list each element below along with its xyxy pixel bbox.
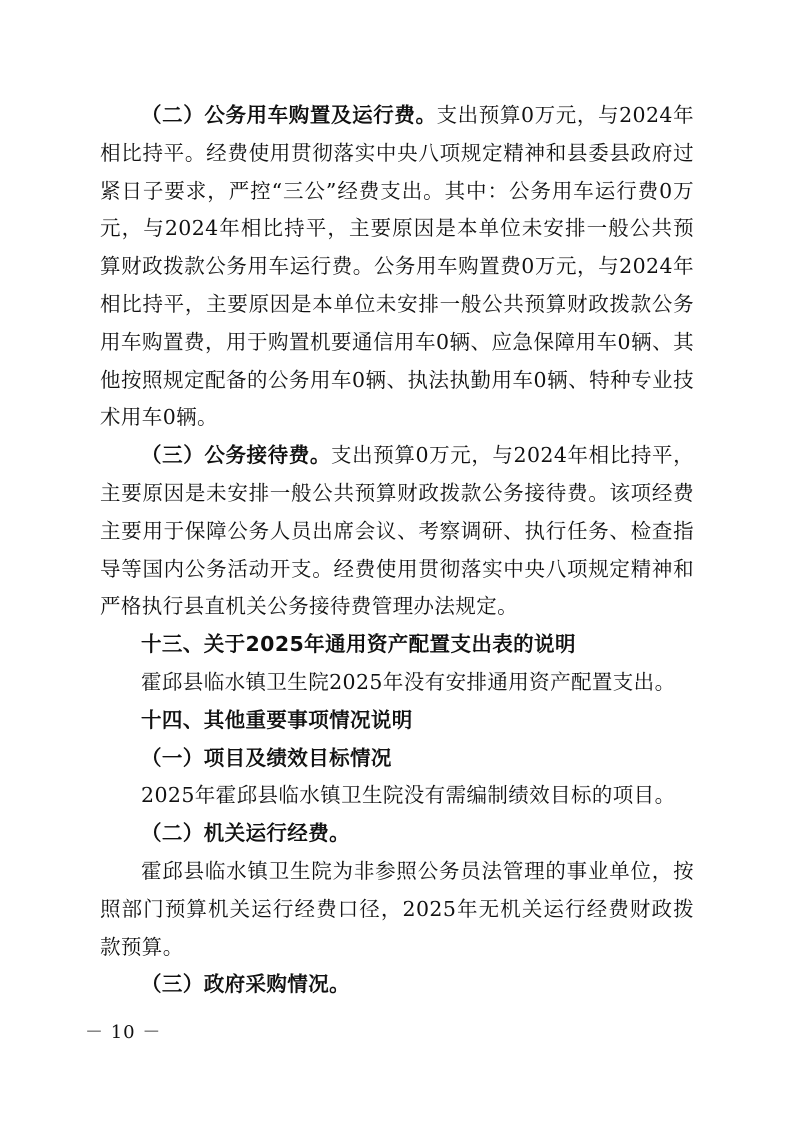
operating-cost-heading: （二）机关运行经费。 bbox=[141, 821, 350, 846]
project-performance-text: 2025年霍邱县临水镇卫生院没有需编制绩效目标的项目。 bbox=[141, 783, 676, 808]
vehicle-cost-text: 支出预算0万元，与2024年相比持平。经费使用贯彻落实中央八项规定精神和县委县政府过紧日子要求，严控“三公”经费支出。其中：公务用车运行费0万元，与2024年相比持平，主要原因是本单位未安排一般公共预算财政拨款公务用车运行费。公务用车购置费0万元，与2024年相比持平，主要原因是本单位未安排一般公共预算财政拨款公务用车购置费，用于购置机要通信用车0辆、应急保障用车0辆、其他按照规定配备的公务用车0辆、执法执勤用车0辆、特种专业技术用车0辆。 bbox=[100, 103, 694, 430]
vehicle-cost-paragraph bbox=[100, 97, 694, 437]
section-13-heading: 十三、关于2025年通用资产配置支出表的说明 bbox=[141, 632, 576, 657]
operating-cost-text: 霍邱县临水镇卫生院为非参照公务员法管理的事业单位，按照部门预算机关运行经费口径，2025年无机关运行经费财政拨款预算。 bbox=[100, 858, 694, 959]
section-14-heading: 十四、其他重要事项情况说明 bbox=[141, 707, 413, 732]
page-number: － 10 － bbox=[85, 1022, 162, 1043]
reception-cost-text: 支出预算0万元，与2024年相比持平，主要原因是未安排一般公共预算财政拨款公务接待费。该项经费主要用于保障公务人员出席会议、考察调研、执行任务、检查指导等国内公务活动开支。经费使用贯彻落实中央八项规定精神和严格执行县直机关公务接待费管理办法规定。 bbox=[100, 443, 694, 619]
section-13-text: 霍邱县临水镇卫生院2025年没有安排通用资产配置支出。 bbox=[141, 669, 676, 694]
project-performance-heading: （一）项目及绩效目标情况 bbox=[141, 745, 392, 770]
reception-cost-paragraph bbox=[100, 437, 694, 626]
vehicle-cost-heading: （二）公务用车购置及运行费。 bbox=[141, 103, 437, 127]
document-body bbox=[100, 97, 694, 1004]
reception-cost-heading: （三）公务接待费。 bbox=[141, 443, 331, 468]
procurement-heading: （三）政府采购情况。 bbox=[141, 972, 350, 997]
